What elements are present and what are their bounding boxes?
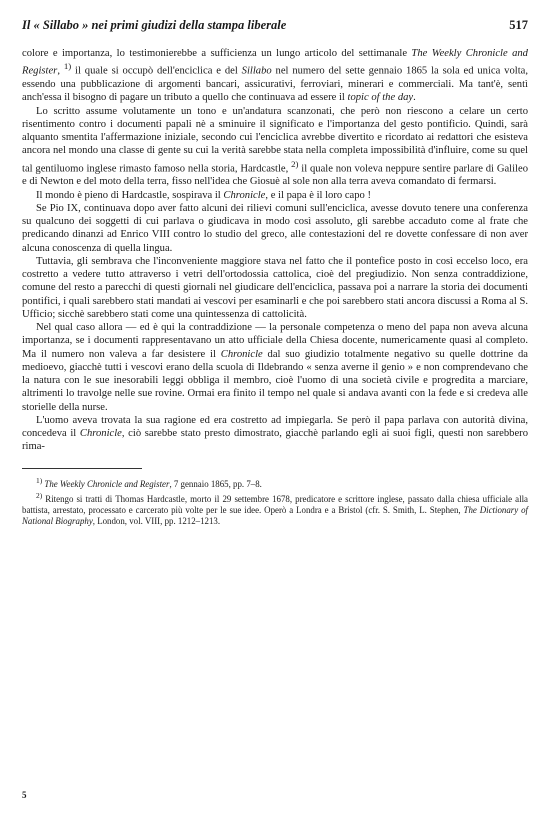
paragraph: Tuttavia, gli sembrava che l'inconveniente maggiore stava nel fatto che il pontefice posto in così eccelso loco, era costretto a vedere tutto attraverso i vetri dell'ortodossia cattolica, cioè del pregiudizio. Non senza contraddizione, comune del resto a parecchi di questi giornali nel giudicare dell'enciclica, passava poi a narrare la storia dei documenti pontifici, i quali sarebbero stati mandati ai vescovi per esaminarli e che poi sarebbero stati ancora discussi a Roma al S. Ufficio; sicchè sarebbero stati come una quintessenza di cattolicità. <box>22 255 528 320</box>
paragraph: Lo scritto assume volutamente un tono e un'andatura scanzonati, che però non riescono a celare un certo risentimento contro i documenti papali nè a sminuire il significato e l'importanza del gesto pontificio. Quindi, sarà alquanto smentita l'affermazione iniziale, secondo cui l'enciclica avrebbe divertito e ricordato ai redattori che esisteva ancora nel mondo una classe di gente su cui la verità sarebbe stata nella completa impossibilità d'influire, come su quel tal gentiluomo inglese rimasto famoso nella storia, Hardcastle, $^{2)}$ il quale non voleva neppure sentire parlare di Galileo e di Newton e del moto della terra, fisso nell'idea che Giosuè al sole non alla terra aveva comandato di fermarsi. <box>22 105 528 188</box>
paragraph: L'uomo aveva trovata la sua ragione ed era costretto ad impiegarla. Se però il papa parlava con autorità divina, concedeva il Chronicle, ciò sarebbe stato presto dimostrato, giacchè parlando egli ai suoi figli, questi non sarebbero rima- <box>22 414 528 453</box>
main-text <box>22 47 528 454</box>
signature-mark: 5 <box>22 790 27 800</box>
running-title: Il « Sillabo » nei primi giudizi della stampa liberale <box>22 18 287 32</box>
page-number: 517 <box>509 18 528 32</box>
paragraph: Nel qual caso allora — ed è qui la contraddizione — la personale competenza o meno del papa non aveva alcuna importanza, se i documenti rappresentavano un atto ufficiale della Chiesa docente, numericamente quasi al completo. Ma il numero non valeva a far desistere il Chronicle dal suo giudizio totalmente negativo su quelle dottrine da medioevo, giacchè tutti i vescovi erano della scuola di Ildebrando « senza averne il genio » e non comprendevano che la natura con le sue inesorabili leggi obbliga il membro, cioè l'uomo di una società civile e progredita a marciare, altrimenti lo travolge nelle sue rovine. Ormai era finito il tempo nel quale si andava avanti con la fede e si credeva alle storielle della nurse. <box>22 322 528 413</box>
running-header <box>22 18 528 33</box>
footnotes <box>22 475 528 527</box>
footnote-divider <box>22 468 142 469</box>
paragraph: colore e importanza, lo testimonierebbe a sufficienza un lungo articolo del settimanale The Weekly Chronicle and Register, $^{1)}$ il quale si occupò dell'enciclica e del Sillabo nel numero del sette gennaio 1865 la sola ed unica volta, essendo una pubblicazione di argomenti bancari, assicurativi, ferroviari, minerari e commerciali. Ma tant'è, sentì anch'essa il bisogno di pagare un tributo a quello che continuava ad essere il topic of the day. <box>22 48 529 104</box>
paragraph: Se Pio IX, continuava dopo aver fatto alcuni dei rilievi comuni sull'enciclica, avesse dovuto tenere una conferenza su qualcuno dei soggetti di cui parlava o giudicava in modo così assoluto, gli sarebbe accaduto come al frate che predicando dinanzi ad Enrico VIII contro lo studio del greco, alle contestazioni del re dovette confessare di non aver alcuna conoscenza di quella lingua. <box>22 202 528 254</box>
footnote: $^{1)}$ The Weekly Chronicle and Register, 7 gennaio 1865, pp. 7–8. <box>36 475 262 489</box>
paragraph: Il mondo è pieno di Hardcastle, sospirava il Chronicle, e il papa è il loro capo ! <box>36 189 371 201</box>
footnote: $^{2)}$ Ritengo si tratti di Thomas Hardcastle, morto il 29 settembre 1678, predicatore e scrittore inglese, passato dalla chiesa ufficiale alla battista, arrestato, processato e carcerato più volte per le sue idee. Operò a Londra e a Bristol (cfr. S. Smith, L. Stephen, The Dictionary of National Biography, London, vol. VIII, pp. 1212–1213. <box>22 490 528 526</box>
